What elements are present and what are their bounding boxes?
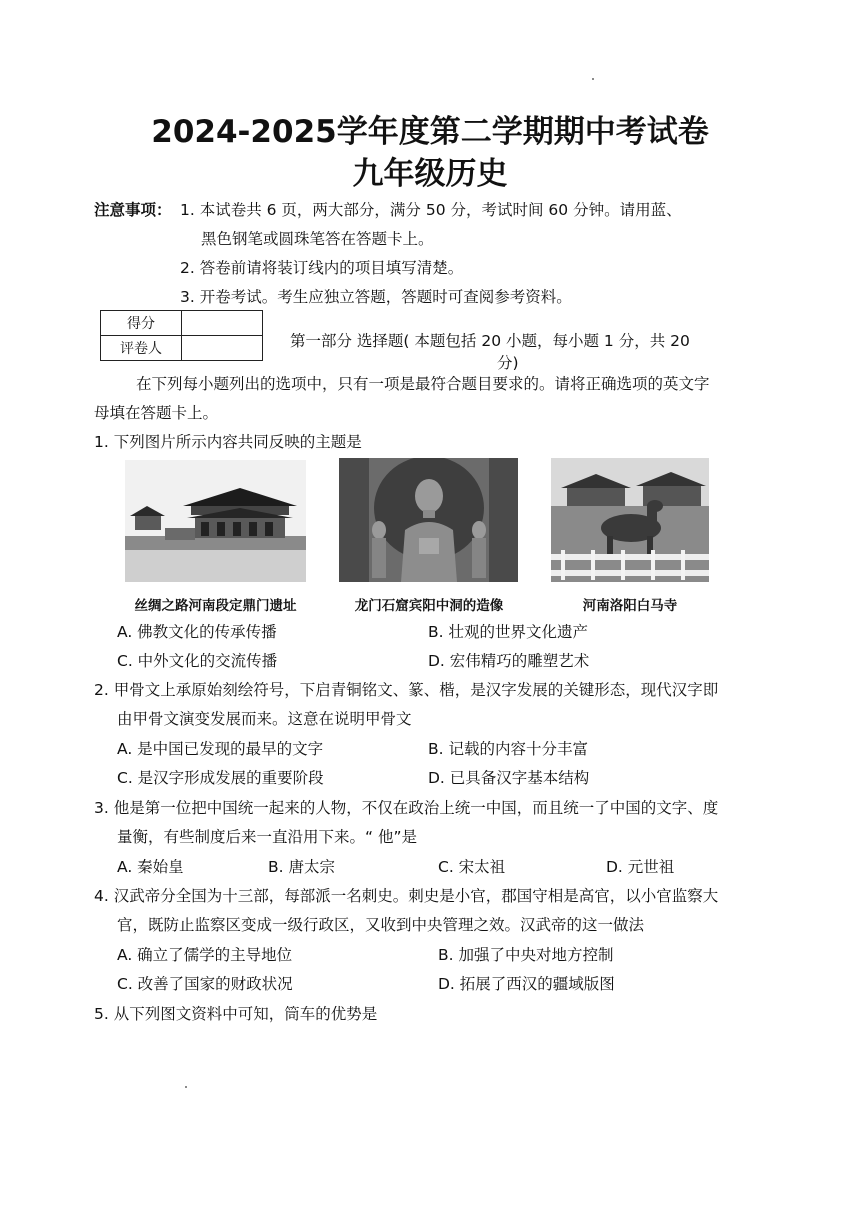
q2-stem-line-1: 2. 甲骨文上承原始刻绘符号，下启青铜铭文、篆、楷，是汉字发展的关键形态，现代汉字即 — [94, 681, 719, 699]
note-item-1-line-2: 黑色钢笔或圆珠笔答在答题卡上。 — [201, 230, 434, 248]
note-item-1-line-1: 1. 本试卷共 6 页，两大部分，满分 50 分，考试时间 60 分钟。请用蓝、 — [180, 201, 682, 219]
q2-option-c: C. 是汉字形成发展的重要阶段 — [117, 769, 324, 787]
grader-label: 评卷人 — [101, 336, 182, 361]
longmen-buddha-photo — [339, 458, 518, 582]
note-item-3: 3. 开卷考试。考生应独立答题，答题时可查阅参考资料。 — [180, 288, 572, 306]
q2-option-b: B. 记载的内容十分丰富 — [428, 740, 588, 758]
q2-option-a: A. 是中国已发现的最早的文字 — [117, 740, 324, 758]
q1-option-b: B. 壮观的世界文化遗产 — [428, 623, 588, 641]
score-table — [100, 310, 263, 361]
q4-option-a: A. 确立了儒学的主导地位 — [117, 946, 293, 964]
part1-instruction-line-2: 母填在答题卡上。 — [94, 404, 219, 422]
q1-option-c: C. 中外文化的交流传播 — [117, 652, 278, 670]
q1-stem: 1. 下列图片所示内容共同反映的主题是 — [94, 433, 362, 451]
q1-caption-3: 河南洛阳白马寺 — [582, 598, 678, 614]
dingdingmen-photo — [125, 460, 306, 582]
note-item-2: 2. 答卷前请将装订线内的项目填写清楚。 — [180, 259, 464, 277]
q1-option-d: D. 宏伟精巧的雕塑艺术 — [428, 652, 590, 670]
q1-caption-1: 丝绸之路河南段定鼎门遗址 — [134, 598, 297, 614]
exam-subject: 九年级历史 — [352, 156, 508, 192]
part1-instruction-line-1: 在下列每小题列出的选项中，只有一项是最符合题目要求的。请将正确选项的英文字 — [136, 375, 710, 393]
q2-option-d: D. 已具备汉字基本结构 — [428, 769, 590, 787]
q4-stem-line-1: 4. 汉武帝分全国为十三部，每部派一名刺史。刺史是小官，郡国守相是高官，以小官监察大 — [94, 887, 719, 905]
q4-option-d: D. 拓展了西汉的疆域版图 — [438, 975, 615, 993]
exam-title: 2024-2025学年度第二学期期中考试卷 — [151, 114, 709, 150]
part1-heading-line-1: 第一部分 选择题( 本题包括 20 小题，每小题 1 分，共 20 — [290, 332, 690, 350]
q4-stem-line-2: 官，既防止监察区变成一级行政区，又收到中央管理之效。汉武帝的这一做法 — [117, 916, 645, 934]
q3-option-b: B. 唐太宗 — [268, 858, 335, 876]
q3-option-a: A. 秦始皇 — [117, 858, 184, 876]
q3-option-c: C. 宋太祖 — [438, 858, 506, 876]
q4-option-c: C. 改善了国家的财政状况 — [117, 975, 293, 993]
grader-cell[interactable] — [182, 336, 263, 361]
notes-label: 注意事项： — [94, 201, 172, 219]
scan-dot — [185, 1086, 187, 1088]
q4-option-b: B. 加强了中央对地方控制 — [438, 946, 614, 964]
q3-stem-line-2: 量衡，有些制度后来一直沿用下来。“ 他”是 — [117, 828, 417, 846]
q3-option-d: D. 元世祖 — [606, 858, 675, 876]
q3-stem-line-1: 3. 他是第一位把中国统一起来的人物，不仅在政治上统一中国，而且统一了中国的文字、度 — [94, 799, 719, 817]
q1-caption-2: 龙门石窟宾阳中洞的造像 — [354, 598, 504, 614]
scan-dot — [592, 78, 594, 80]
score-cell[interactable] — [182, 311, 263, 336]
q2-stem-line-2: 由甲骨文演变发展而来。这意在说明甲骨文 — [117, 710, 412, 728]
q5-stem: 5. 从下列图文资料中可知，筒车的优势是 — [94, 1005, 378, 1023]
score-label: 得分 — [101, 311, 182, 336]
q1-option-a: A. 佛教文化的传承传播 — [117, 623, 277, 641]
baima-temple-photo — [551, 458, 709, 582]
part1-heading-line-2: 分) — [497, 354, 519, 372]
